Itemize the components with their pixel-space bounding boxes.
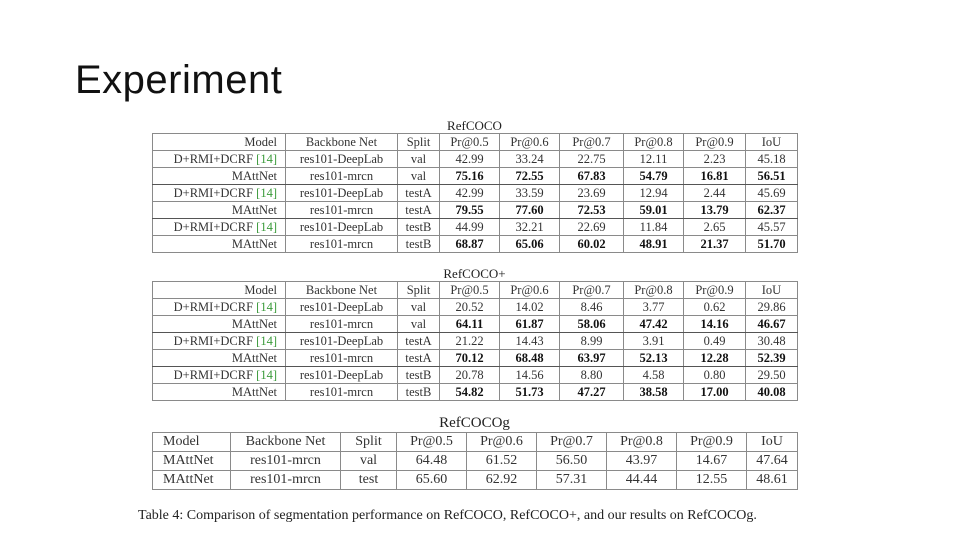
column-header: IoU [746,282,798,299]
metric-cell: 11.84 [624,219,684,236]
backbone-cell: res101-mrcn [231,452,341,471]
metric-cell: 52.39 [746,350,798,367]
metric-cell: 21.22 [440,333,500,350]
backbone-cell: res101-DeepLab [286,151,398,168]
metric-cell: 45.18 [746,151,798,168]
model-name: MAttNet [231,351,277,365]
metric-cell: 22.75 [560,151,624,168]
metric-cell: 77.60 [500,202,560,219]
column-header: Pr@0.9 [684,282,746,299]
citation-link[interactable]: [14] [256,300,277,314]
model-cell [153,236,286,253]
model-cell [153,452,231,471]
backbone-cell: res101-mrcn [286,236,398,253]
metric-cell: 3.77 [624,299,684,316]
metric-cell: 23.69 [560,185,624,202]
backbone-cell: res101-mrcn [286,316,398,333]
split-cell: val [398,151,440,168]
model-name: D+RMI+DCRF [173,152,254,166]
column-header: Pr@0.5 [397,433,467,452]
metric-cell: 12.11 [624,151,684,168]
column-header: Split [398,134,440,151]
metric-cell: 17.00 [684,384,746,401]
metric-cell: 45.57 [746,219,798,236]
column-header: Pr@0.9 [677,433,747,452]
refcoco-table [152,133,798,253]
metric-cell: 57.31 [537,471,607,490]
model-cell [153,299,286,316]
backbone-cell: res101-mrcn [286,350,398,367]
metric-cell: 14.43 [500,333,560,350]
model-cell [153,202,286,219]
metric-cell: 2.65 [684,219,746,236]
refcoco-plus-table [152,281,798,401]
metric-cell: 22.69 [560,219,624,236]
metric-cell: 14.16 [684,316,746,333]
model-cell [153,333,286,350]
metric-cell: 21.37 [684,236,746,253]
metric-cell: 20.78 [440,367,500,384]
model-cell [153,185,286,202]
metric-cell: 33.24 [500,151,560,168]
metric-cell: 44.44 [607,471,677,490]
split-cell: testA [398,350,440,367]
column-header: Pr@0.6 [500,134,560,151]
column-header: Pr@0.9 [684,134,746,151]
metric-cell: 3.91 [624,333,684,350]
header-row [153,282,798,299]
metric-cell: 8.99 [560,333,624,350]
split-cell: val [398,316,440,333]
model-cell [153,367,286,384]
model-name: D+RMI+DCRF [173,334,254,348]
backbone-cell: res101-mrcn [286,384,398,401]
figure-caption: Table 4: Comparison of segmentation performance on RefCOCO, RefCOCO+, and our results on RefCOCOg. [138,508,757,523]
metric-cell: 68.48 [500,350,560,367]
table-row [153,452,798,471]
citation-link[interactable]: [14] [256,334,277,348]
split-cell: testB [398,367,440,384]
metric-cell: 64.11 [440,316,500,333]
backbone-cell: res101-mrcn [231,471,341,490]
metric-cell: 60.02 [560,236,624,253]
table-row [153,384,798,401]
table-row [153,367,798,384]
refcocog-table-block [152,414,797,490]
metric-cell: 46.67 [746,316,798,333]
column-header: IoU [747,433,798,452]
model-cell [153,384,286,401]
metric-cell: 32.21 [500,219,560,236]
metric-cell: 0.49 [684,333,746,350]
column-header: Split [398,282,440,299]
metric-cell: 2.44 [684,185,746,202]
column-header: Backbone Net [286,134,398,151]
metric-cell: 42.99 [440,151,500,168]
table-row [153,236,798,253]
split-cell: val [341,452,397,471]
citation-link[interactable]: [14] [256,368,277,382]
metric-cell: 56.50 [537,452,607,471]
column-header: Pr@0.5 [440,282,500,299]
column-header: Pr@0.7 [560,134,624,151]
model-cell [153,219,286,236]
table-row [153,185,798,202]
citation-link[interactable]: [14] [256,220,277,234]
metric-cell: 47.42 [624,316,684,333]
model-name: D+RMI+DCRF [173,186,254,200]
metric-cell: 0.80 [684,367,746,384]
metric-cell: 12.28 [684,350,746,367]
metric-cell: 56.51 [746,168,798,185]
model-cell [153,471,231,490]
metric-cell: 51.73 [500,384,560,401]
metric-cell: 79.55 [440,202,500,219]
table-row [153,316,798,333]
metric-cell: 14.02 [500,299,560,316]
metric-cell: 38.58 [624,384,684,401]
column-header: Model [153,433,231,452]
backbone-cell: res101-mrcn [286,168,398,185]
metric-cell: 8.80 [560,367,624,384]
column-header: Backbone Net [286,282,398,299]
backbone-cell: res101-DeepLab [286,185,398,202]
metric-cell: 64.48 [397,452,467,471]
metric-cell: 45.69 [746,185,798,202]
metric-cell: 59.01 [624,202,684,219]
metric-cell: 4.58 [624,367,684,384]
slide-title: Experiment [75,58,283,102]
metric-cell: 8.46 [560,299,624,316]
metric-cell: 75.16 [440,168,500,185]
backbone-cell: res101-DeepLab [286,333,398,350]
model-name: D+RMI+DCRF [173,220,254,234]
model-cell [153,151,286,168]
model-name: D+RMI+DCRF [173,300,254,314]
model-name: D+RMI+DCRF [173,368,254,382]
metric-cell: 33.59 [500,185,560,202]
backbone-cell: res101-DeepLab [286,299,398,316]
metric-cell: 43.97 [607,452,677,471]
table-row [153,299,798,316]
metric-cell: 48.61 [747,471,798,490]
header-row [153,433,798,452]
metric-cell: 40.08 [746,384,798,401]
split-cell: val [398,168,440,185]
model-cell [153,168,286,185]
split-cell: testA [398,333,440,350]
metric-cell: 61.52 [467,452,537,471]
split-cell: testA [398,202,440,219]
header-row [153,134,798,151]
split-cell: testB [398,236,440,253]
backbone-cell: res101-DeepLab [286,367,398,384]
metric-cell: 65.60 [397,471,467,490]
table-caption: RefCOCOg [439,415,510,431]
metric-cell: 16.81 [684,168,746,185]
table-caption: RefCOCO [447,118,502,133]
metric-cell: 54.79 [624,168,684,185]
metric-cell: 62.37 [746,202,798,219]
column-header: Model [153,282,286,299]
table-row [153,202,798,219]
metric-cell: 48.91 [624,236,684,253]
metric-cell: 52.13 [624,350,684,367]
refcoco-plus-table-block [152,266,797,401]
model-name: MAttNet [231,385,277,399]
metric-cell: 29.86 [746,299,798,316]
table-row [153,151,798,168]
model-name: MAttNet [163,453,214,468]
refcoco-table-block [152,118,797,253]
metric-cell: 20.52 [440,299,500,316]
metric-cell: 44.99 [440,219,500,236]
table-row [153,333,798,350]
metric-cell: 12.55 [677,471,747,490]
column-header: Split [341,433,397,452]
metric-cell: 61.87 [500,316,560,333]
split-cell: test [341,471,397,490]
metric-cell: 62.92 [467,471,537,490]
column-header: Pr@0.8 [607,433,677,452]
model-name: MAttNet [231,169,277,183]
metric-cell: 2.23 [684,151,746,168]
metric-cell: 42.99 [440,185,500,202]
metric-cell: 0.62 [684,299,746,316]
table-caption: RefCOCO+ [443,266,506,281]
split-cell: testB [398,384,440,401]
metric-cell: 29.50 [746,367,798,384]
metric-cell: 54.82 [440,384,500,401]
model-cell [153,316,286,333]
refcocog-table [152,432,798,490]
table-row [153,350,798,367]
citation-link[interactable]: [14] [256,152,277,166]
column-header: Model [153,134,286,151]
metric-cell: 30.48 [746,333,798,350]
metric-cell: 51.70 [746,236,798,253]
column-header: Backbone Net [231,433,341,452]
model-name: MAttNet [231,237,277,251]
metric-cell: 72.53 [560,202,624,219]
metric-cell: 12.94 [624,185,684,202]
metric-cell: 47.64 [747,452,798,471]
metric-cell: 70.12 [440,350,500,367]
metric-cell: 65.06 [500,236,560,253]
metric-cell: 58.06 [560,316,624,333]
metric-cell: 72.55 [500,168,560,185]
metric-cell: 47.27 [560,384,624,401]
column-header: Pr@0.7 [537,433,607,452]
table-row [153,219,798,236]
backbone-cell: res101-mrcn [286,202,398,219]
model-cell [153,350,286,367]
metric-cell: 14.56 [500,367,560,384]
column-header: IoU [746,134,798,151]
split-cell: val [398,299,440,316]
column-header: Pr@0.8 [624,134,684,151]
model-name: MAttNet [231,317,277,331]
column-header: Pr@0.6 [500,282,560,299]
column-header: Pr@0.6 [467,433,537,452]
citation-link[interactable]: [14] [256,186,277,200]
split-cell: testB [398,219,440,236]
column-header: Pr@0.8 [624,282,684,299]
metric-cell: 63.97 [560,350,624,367]
metric-cell: 68.87 [440,236,500,253]
column-header: Pr@0.5 [440,134,500,151]
model-name: MAttNet [231,203,277,217]
table-row [153,471,798,490]
backbone-cell: res101-DeepLab [286,219,398,236]
metric-cell: 67.83 [560,168,624,185]
table-row [153,168,798,185]
column-header: Pr@0.7 [560,282,624,299]
metric-cell: 14.67 [677,452,747,471]
split-cell: testA [398,185,440,202]
model-name: MAttNet [163,472,214,487]
metric-cell: 13.79 [684,202,746,219]
